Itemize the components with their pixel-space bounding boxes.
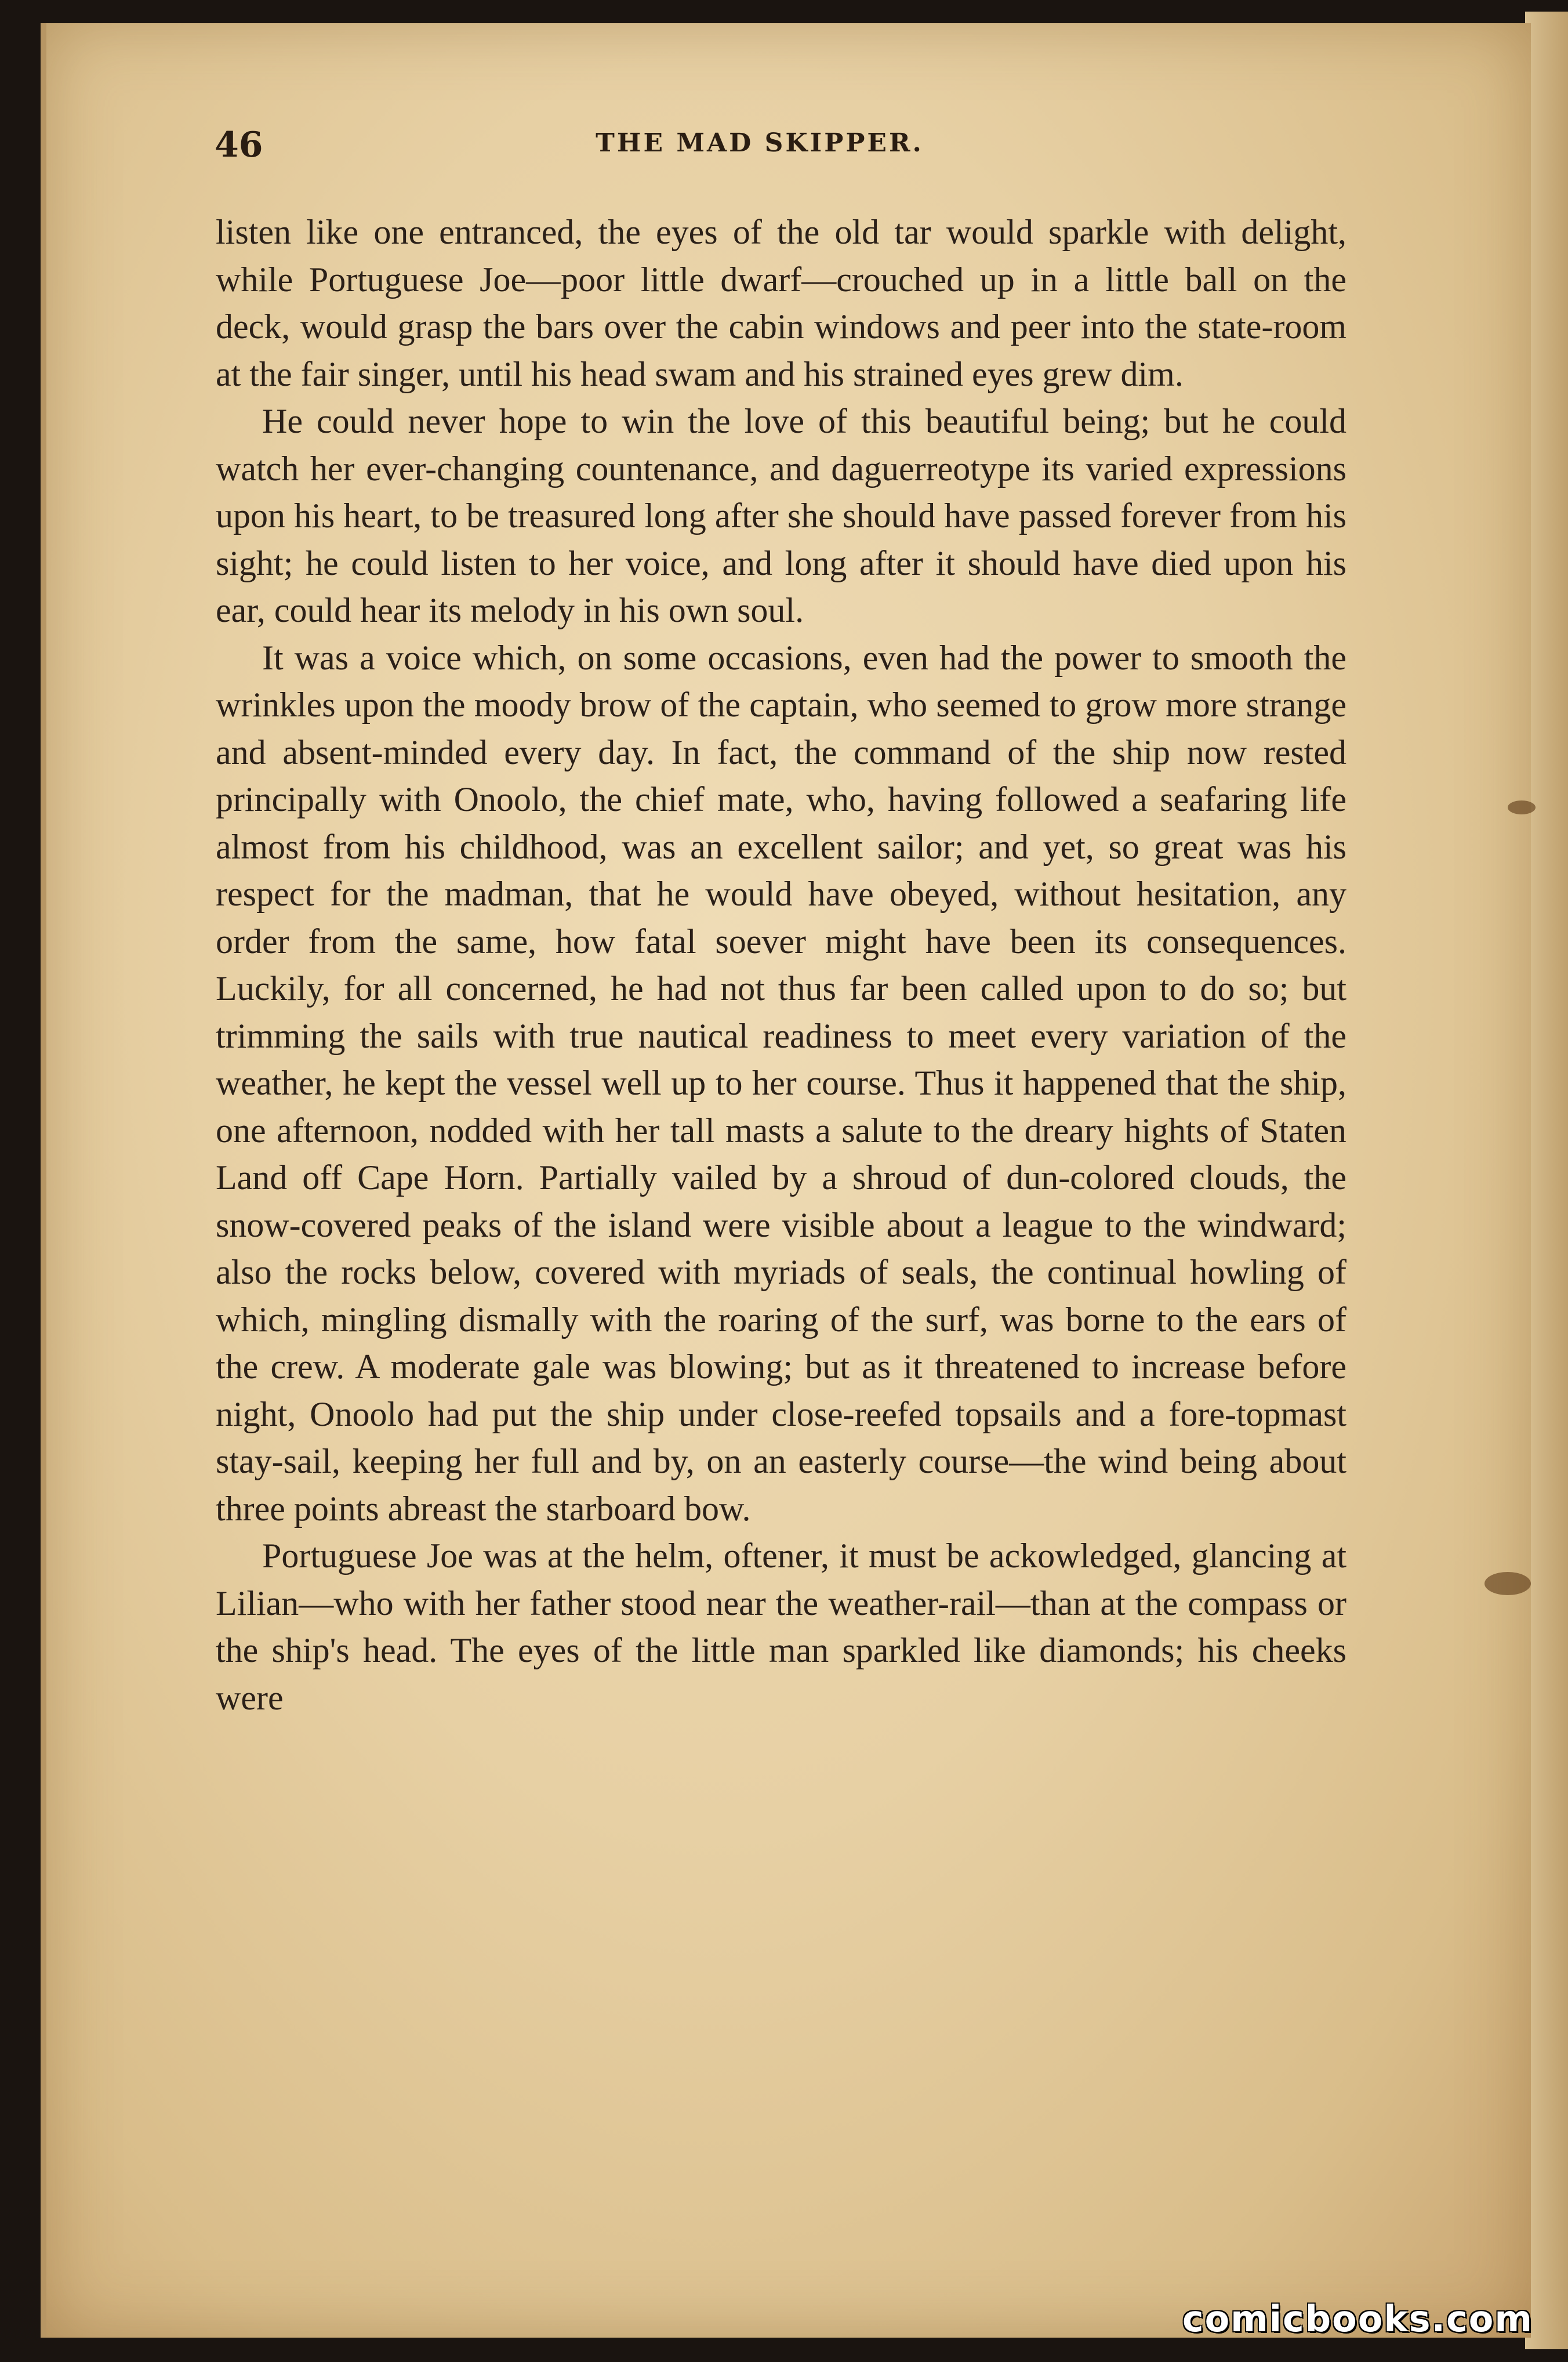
page-edge [1525, 12, 1568, 2349]
paragraph: It was a voice which, on some occasions, even had the power to smooth the wrinkles upon the moody brow of the captain, who seemed to grow more strange and absent-minded every day. In fact, the command of the ship now rested principally with Onoolo, the chief mate, who, having followed a seafaring life almost from his childhood, was an excellent sailor; and yet, so great was his respect for the madman, that he would have obeyed, without hesitation, any order from the same, how fatal soever might have been its consequences. Luckily, for all concerned, he had not thus far been called upon to do so; but trimming the sails with true nautical readiness to meet every variation of the weather, he kept the vessel well up to her course. Thus it happened that the ship, one afternoon, nodded with her tall masts a salute to the dreary hights of Staten Land off Cape Horn. Partially vailed by a shroud of dun-colored clouds, the snow-covered peaks of the island were visible about a league to the windward; also the rocks below, covered with myriads of seals, the continual howling of which, mingling dismally with the roaring of the surf, was borne to the ears of the crew. A moderate gale was blowing; but as it threatened to increase before night, Onoolo had put the ship under close-reefed topsails and a fore-topmast stay-sail, keeping her full and by, on an easterly course—the wind being about three points abreast the starboard bow. [216, 638, 1346, 1528]
site-watermark: comicbooks.com [1182, 2298, 1533, 2340]
page-number: 46 [215, 125, 263, 165]
page-stain [1508, 800, 1536, 814]
paragraph: Portuguese Joe was at the helm, oftener, it must be ackowledged, glancing at Lilian—who with her father stood near the weather-rail—than at the compass or the ship's head. The eyes of the little man sparkled like diamonds; his cheeks were [216, 1537, 1346, 1717]
paragraph: He could never hope to win the love of this beautiful being; but he could watch her ever-changing countenance, and daguerreotype its varied expressions upon his heart, to be treasured long after she should have passed forever from his sight; he could listen to her voice, and long after it should have died upon his ear, could hear its melody in his own soul. [216, 402, 1346, 629]
running-title: THE MAD SKIPPER. [596, 128, 924, 158]
body-text [216, 209, 1346, 1722]
running-head [174, 119, 1345, 165]
paragraph: listen like one entranced, the eyes of the old tar would sparkle with delight, while Portuguese Joe—poor little dwarf—crouched up in a little ball on the deck, would grasp the bars over the cabin windows and peer into the state-room at the fair singer, until his head swam and his strained eyes grew dim. [216, 213, 1346, 393]
page-stain [1484, 1572, 1531, 1595]
